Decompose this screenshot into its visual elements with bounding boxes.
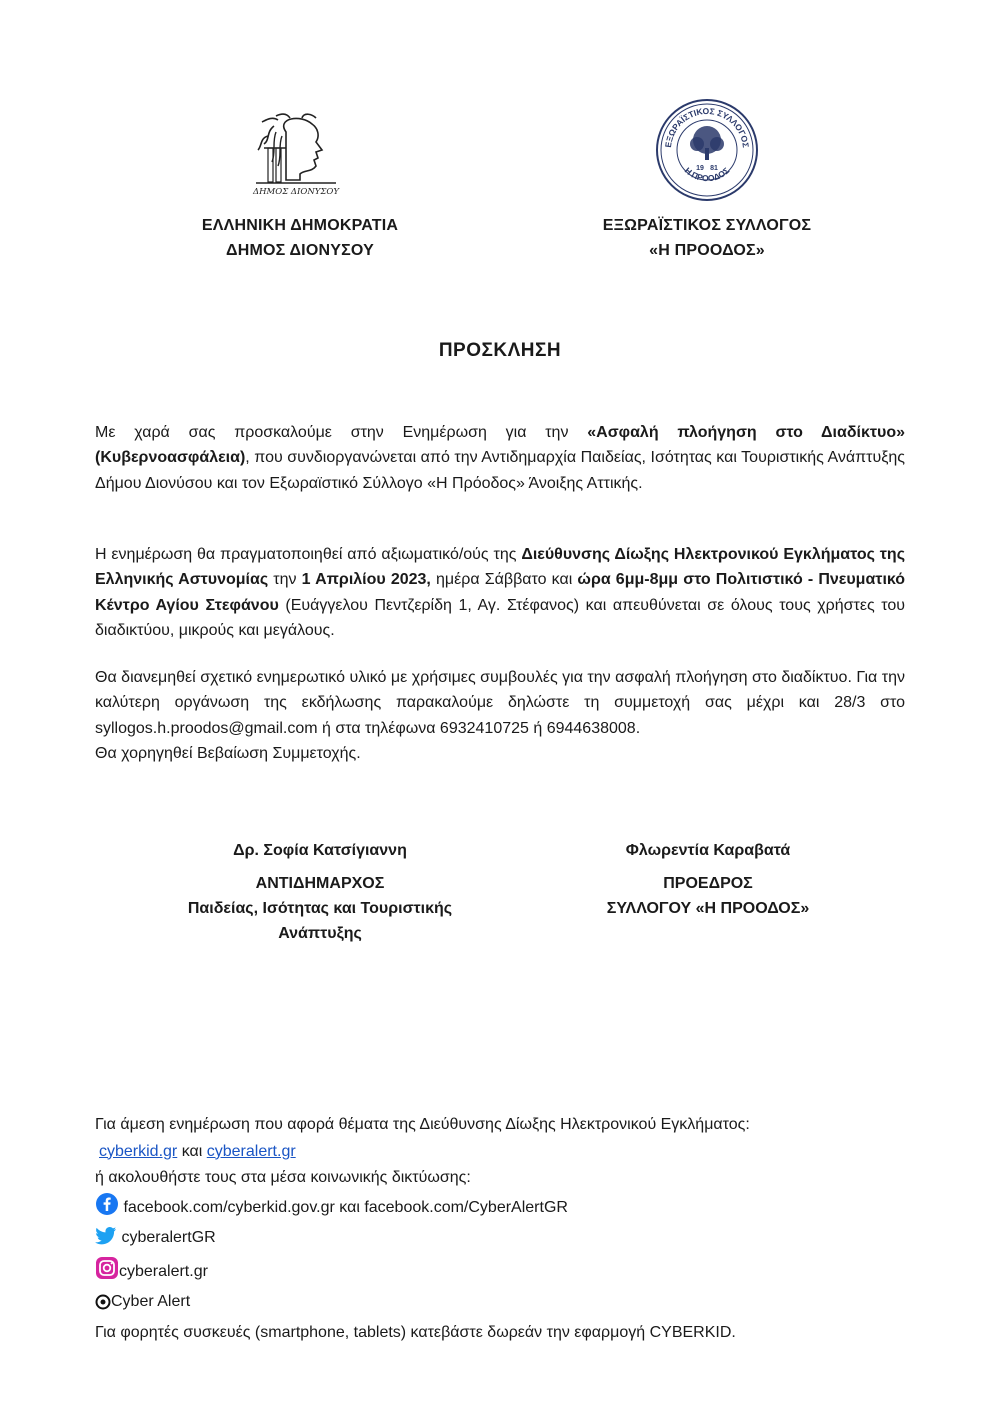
p2-bold-1: Διεύθυνσης Δίωξης Ηλεκτρονικού Εγκλήματος της Ελληνικής Αστυνομίας: [95, 546, 906, 589]
camera-circle-icon: [95, 1293, 111, 1320]
footer-links: [95, 1139, 925, 1166]
twitter-text: cyberalertGR: [121, 1229, 216, 1246]
signature-right-name: Φλωρεντία Καραβατά: [625, 842, 791, 859]
header-right: [557, 213, 857, 263]
seal-year-b: 81: [710, 165, 718, 172]
municipality-logo: [246, 112, 346, 198]
seal-year-a: 19: [696, 165, 704, 172]
paragraph-intro: [95, 420, 905, 496]
footer-and: και: [177, 1142, 207, 1160]
cyber-alert-row: [95, 1289, 925, 1320]
signature-left-role-3: Ανάπτυξης: [278, 925, 362, 942]
tree-icon: [690, 126, 724, 160]
association-seal-logo: [655, 98, 759, 202]
cyberkid-link[interactable]: cyberkid.gr: [99, 1142, 178, 1160]
twitter-row: [95, 1225, 925, 1256]
p2-bold-2: 1 Απριλίου 2023,: [301, 571, 431, 589]
p2-bold-3: ώρα 6μμ-8μμ στο Πολιτιστικό - Πνευματικό Κέντρο Αγίου Στεφάνου: [95, 571, 906, 614]
cyber-alert-text: Cyber Alert: [111, 1293, 191, 1310]
signature-right-role-2: ΣΥΛΛΟΓΟΥ «Η ΠΡΟΟΔΟΣ»: [606, 900, 810, 917]
page-title: ΠΡΟΣΚΛΗΣΗ: [438, 340, 562, 361]
instagram-row: [95, 1256, 925, 1290]
p3-text-1: Θα διανεμηθεί σχετικό ενημερωτικό υλικό με χρήσιμες συμβουλές για την ασφαλή πλοήγηση στο διαδίκτυο. Για την καλύτερη οργάνωση της εκδήλωσης παρακαλούμε δηλώστε τη συμμετοχή σας μέχρι και 28/3 στο syllogos.h.proodos@gmail.com ή στα τηλέφωνα 6932410725 ή 6944638008.: [95, 669, 905, 737]
p1-text-1: Με χαρά σας προσκαλούμε στην Ενημέρωση για την: [95, 424, 588, 441]
p1-text-2: , που συνδιοργανώνεται από την Αντιδημαρχία Παιδείας, Ισότητας και Τουριστικής Ανάπτυξης Δήμου Διονύσου και τον Εξωραϊστικό Σύλλογο «Η Πρόοδος» Άνοιξης Αττικής.: [95, 449, 905, 492]
p1-bold-1: «Ασφαλή πλοήγηση στο Διαδίκτυο» (Κυβερνοασφάλεια): [95, 424, 906, 467]
instagram-icon: [95, 1256, 119, 1290]
header-left-line2: ΔΗΜΟΣ ΔΙΟΝΥΣΟΥ: [226, 242, 374, 259]
p2-text-4: (Ευάγγελου Πεντζερίδη 1, Αγ. Στέφανος) και απευθύνεται σε όλους τους χρήστες του διαδικτύου, μικρούς και μεγάλους.: [95, 596, 905, 639]
footer-last-line: Για φορητές συσκευές (smartphone, tablets) κατεβάστε δωρεάν την εφαρμογή CYBERKID.: [95, 1323, 736, 1341]
signature-right-role-1: ΠΡΟΕΔΡΟΣ: [663, 875, 753, 892]
facebook-text: facebook.com/cyberkid.gov.gr και facebook.com/CyberAlertGR: [123, 1198, 568, 1216]
footer-line-1: Για άμεση ενημέρωση που αφορά θέματα της Διεύθυνσης Δίωξης Ηλεκτρονικού Εγκλήματος:: [95, 1116, 750, 1133]
footer-info: [95, 1112, 925, 1346]
p2-text-3: ημέρα Σάββατο και: [430, 571, 578, 589]
seal-ring-text: ΕΞΩΡΑΪΣΤΙΚΟΣ ΣΥΛΛΟΓΟΣ: [663, 105, 751, 149]
header-right-line2: «Η ΠΡΟΟΔΟΣ»: [649, 242, 765, 259]
municipality-logo-text: ΔΗΜΟΣ ΔΙΟΝΥΣΟΥ: [252, 187, 340, 197]
paragraph-details: [95, 542, 905, 643]
paragraph-registration: [95, 665, 905, 766]
p2-text-2: την: [268, 571, 302, 589]
facebook-row: [95, 1192, 925, 1226]
signature-left: [130, 838, 510, 946]
twitter-icon: [95, 1226, 117, 1256]
seal-ring-bottom-text: Η ΠΡΟΟΔΟΣ: [682, 165, 732, 184]
signature-right: [518, 838, 898, 921]
signature-left-name: Δρ. Σοφία Κατσίγιαννη: [233, 842, 407, 859]
cyberalert-link[interactable]: cyberalert.gr: [206, 1142, 296, 1160]
facebook-icon: [95, 1192, 119, 1226]
p2-text-1: Η ενημέρωση θα πραγματοποιηθεί από αξιωματικό/ούς της: [95, 546, 522, 563]
header-left: [150, 213, 450, 263]
header-right-line1: ΕΞΩΡΑΪΣΤΙΚΟΣ ΣΥΛΛΟΓΟΣ: [602, 217, 812, 234]
signature-left-role-2: Παιδείας, Ισότητας και Τουριστικής: [187, 900, 453, 917]
footer-line-3: ή ακολουθήστε τους στα μέσα κοινωνικής δικτύωσης:: [95, 1169, 471, 1186]
p3-text-2: Θα χορηγηθεί Βεβαίωση Συμμετοχής.: [95, 744, 361, 762]
signature-left-role-1: ΑΝΤΙΔΗΜΑΡΧΟΣ: [255, 875, 385, 892]
svg-text:Η ΠΡΟΟΔΟΣ: [683, 165, 731, 183]
instagram-text: cyberalert.gr: [119, 1262, 208, 1280]
header-left-line1: ΕΛΛΗΝΙΚΗ ΔΗΜΟΚΡΑΤΙΑ: [201, 217, 399, 234]
